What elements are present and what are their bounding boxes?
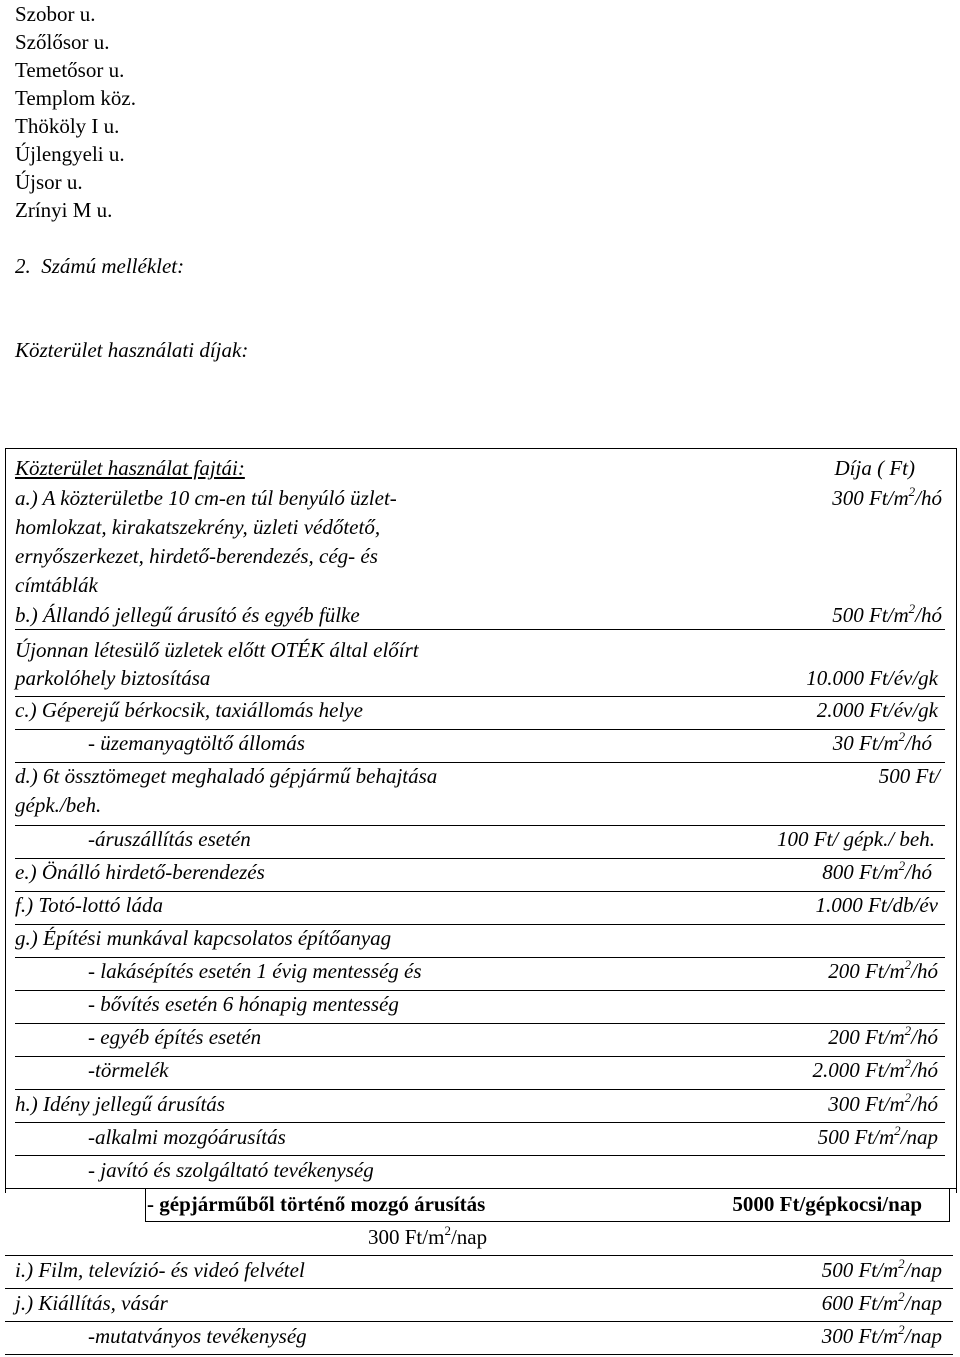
- row-divider: [15, 696, 945, 697]
- row-divider: [15, 1056, 945, 1057]
- row-divider: [15, 891, 945, 892]
- fee-item-label: c.) Géperejű bérkocsik, taxiállomás helye: [15, 698, 363, 722]
- fee-item-label: -mutatványos tevékenység: [88, 1324, 307, 1348]
- street-item: Szobor u.: [15, 2, 96, 26]
- fee-item-label: - javító és szolgáltató tevékenység: [88, 1158, 374, 1182]
- fee-item-label: - bővítés esetén 6 hónapig mentesség: [88, 992, 399, 1016]
- street-item: Thököly I u.: [15, 114, 120, 138]
- table-right-border: [956, 448, 957, 1193]
- mobile-row-border: [145, 1221, 950, 1222]
- fees-title: Közterület használati díjak:: [15, 338, 249, 362]
- fee-value: 10.000 Ft/év/gk: [806, 666, 938, 690]
- row-divider: [15, 858, 945, 859]
- fee-item-label: - egyéb építés esetén: [88, 1025, 262, 1049]
- fee-item-label: h.) Idény jellegű árusítás: [15, 1092, 225, 1116]
- street-item: Templom köz.: [15, 86, 137, 110]
- street-item: Újlengyeli u.: [15, 142, 125, 166]
- fee-value: 500 Ft/: [878, 764, 940, 788]
- fee-item-label: parkolóhely biztosítása: [15, 666, 211, 690]
- fee-value: 200 $Ft/m^2/hó$: [828, 1023, 938, 1049]
- fee-item-label: gépk./beh.: [15, 793, 102, 817]
- row-divider: [15, 825, 945, 826]
- fee-item-label: f.) Totó-lottó láda: [15, 893, 163, 917]
- street-item: Temetősor u.: [15, 58, 125, 82]
- row-divider: [15, 957, 945, 958]
- table-header-fee: Díja ( Ft): [834, 456, 915, 480]
- row-divider: [5, 1188, 957, 1189]
- fee-value: 500 $Ft/m^2$/nap: [821, 1256, 942, 1282]
- row-divider: [15, 1122, 945, 1123]
- fee-item-label: -áruszállítás esetén: [88, 827, 251, 851]
- fee-item-label: j.) Kiállítás, vásár: [15, 1291, 168, 1315]
- fee-value: 100 Ft/ gépk./ beh.: [776, 827, 935, 851]
- row-divider: [5, 1321, 953, 1322]
- fee-item-label: i.) Film, televízió- és videó felvétel: [15, 1258, 305, 1282]
- fee-item-label: ernyőszerkezet, hirdető-berendezés, cég- és: [15, 544, 378, 568]
- fee-item-label: b.) Állandó jellegű árusító és egyéb fülke: [15, 603, 360, 627]
- fee-item-label: - lakásépítés esetén 1 évig mentesség és: [88, 959, 422, 983]
- fee-value: 800 $Ft/m^2/hó$: [822, 858, 932, 884]
- street-item: Újsor u.: [15, 170, 83, 194]
- fee-value: 500 $Ft/m^2$/nap: [817, 1123, 938, 1149]
- fee-item-label: a.) A közterületbe 10 cm-en túl benyúló üzlet-: [15, 486, 397, 510]
- fee-value: 5000 Ft/gépkocsi/nap: [732, 1192, 922, 1216]
- fee-item-label: Újonnan létesülő üzletek előtt OTÉK által előírt: [15, 638, 419, 662]
- fee-item-label: -törmelék: [88, 1058, 169, 1082]
- table-header-type: Közterület használat fajtái:: [15, 456, 245, 480]
- row-divider: [15, 1023, 945, 1024]
- annex-title: 2. Számú melléklet:: [15, 254, 185, 278]
- row-divider: [5, 1288, 953, 1289]
- mobile-row-border: [949, 1188, 950, 1222]
- fee-value: 500 $Ft/m^2/hó$: [832, 601, 942, 627]
- fee-value: 300 $Ft/m^2$/nap: [368, 1223, 488, 1249]
- fee-value: 300 $Ft/m^2/hó$: [828, 1090, 938, 1116]
- row-divider: [15, 762, 945, 763]
- table-bottom-border: [5, 1354, 953, 1355]
- row-divider: [15, 629, 945, 630]
- fee-item-label: címtáblák: [15, 573, 98, 597]
- fee-value: 1.000 Ft/db/év: [815, 893, 938, 917]
- fee-value: 600 $Ft/m^2$/nap: [821, 1289, 942, 1315]
- fee-item-label: - üzemanyagtöltő állomás: [88, 731, 305, 755]
- row-divider: [15, 990, 945, 991]
- fee-value: 300 $Ft/m^2/hó$: [832, 484, 942, 510]
- fee-item-label: g.) Építési munkával kapcsolatos építőanyag: [15, 926, 392, 950]
- row-divider: [15, 924, 945, 925]
- table-top-border: [5, 448, 957, 449]
- fee-item-label: e.) Önálló hirdető-berendezés: [15, 860, 265, 884]
- table-left-border: [5, 448, 6, 1193]
- street-item: Szőlősor u.: [15, 30, 110, 54]
- street-item: Zrínyi M u.: [15, 198, 113, 222]
- fee-value: 2.000 $Ft/m^2/hó$: [812, 1056, 938, 1082]
- row-divider: [15, 1089, 945, 1090]
- fee-value: 300 $Ft/m^2$/nap: [821, 1322, 942, 1348]
- fee-item-label: d.) 6t össztömeget meghaladó gépjármű behajtása: [15, 764, 438, 788]
- fee-item-label: homlokzat, kirakatszekrény, üzleti védőtető,: [15, 515, 381, 539]
- mobile-row-border: [145, 1188, 146, 1222]
- row-divider: [15, 729, 945, 730]
- fee-item-label: - gépjárműből történő mozgó árusítás: [147, 1192, 486, 1216]
- fee-item-label: -alkalmi mozgóárusítás: [88, 1125, 286, 1149]
- row-divider: [15, 1155, 945, 1156]
- fee-value: 30 $Ft/m^2/hó$: [832, 729, 932, 755]
- fee-value: 200 $Ft/m^2/hó$: [828, 957, 938, 983]
- row-divider: [5, 1255, 953, 1256]
- fee-value: 2.000 Ft/év/gk: [816, 698, 938, 722]
